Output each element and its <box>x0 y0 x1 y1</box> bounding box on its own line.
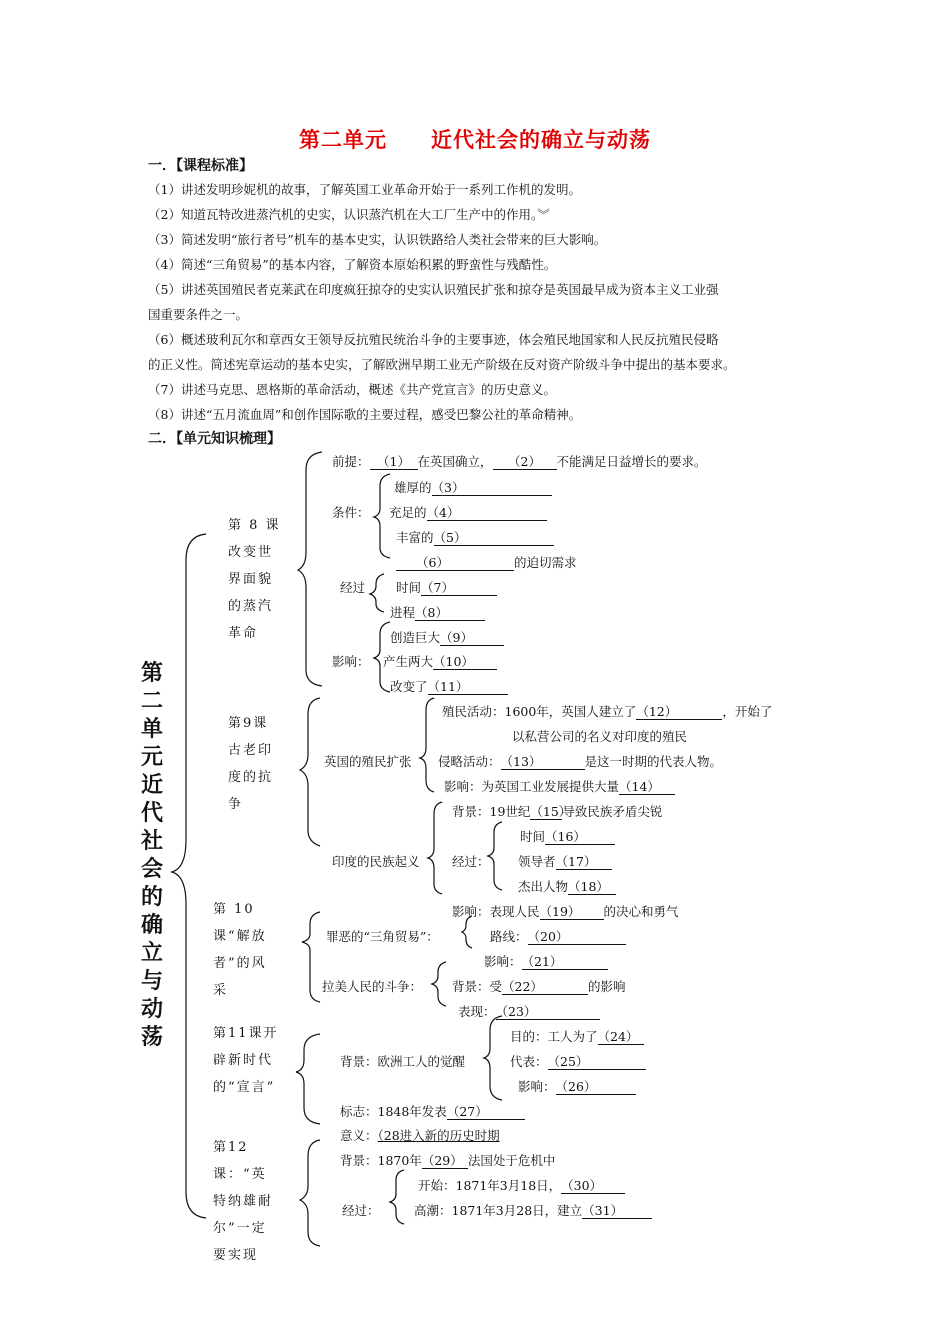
blank-7[interactable]: （7） <box>421 580 497 596</box>
commune-background <box>340 1151 555 1169</box>
blank-23[interactable]: （23） <box>496 1004 600 1020</box>
manifesto-meaning-text: 意义： <box>340 1128 378 1143</box>
commune-bg-text: 背景：1870年 <box>340 1153 422 1168</box>
manifesto-mark-text: 标志：1848年发表 <box>340 1104 447 1119</box>
blank-18[interactable]: （18） <box>568 879 616 895</box>
standard-item: （3）简述发明“旅行者号”机车的基本史实，认识铁路给人类社会带来的巨大影响。 <box>148 232 607 247</box>
blank-16[interactable]: （16） <box>545 829 615 845</box>
lesson-9-label: 第9课古老印度的抗争 <box>228 716 274 812</box>
influence-2-text: 产生两大 <box>383 654 434 669</box>
influence-2 <box>383 652 497 670</box>
colonial-expansion-label: 英国的殖民扩张 <box>324 754 412 769</box>
blank-9[interactable]: （9） <box>440 630 504 646</box>
blank-28[interactable]: （28 <box>377 1128 400 1143</box>
condition-4 <box>396 553 577 571</box>
colonial-activity <box>442 702 772 720</box>
latin-bg-suffix: 的影响 <box>588 979 626 994</box>
uprising-process-label: 经过： <box>452 854 490 869</box>
process-label: 经过 <box>340 580 366 595</box>
influence-1 <box>390 628 504 646</box>
blank-30[interactable]: （30） <box>561 1178 625 1194</box>
blank-21[interactable]: （21） <box>522 954 608 970</box>
premise-prefix: 前提： <box>332 454 370 469</box>
condition-1 <box>394 478 552 496</box>
premise-suffix: 不能满足日益增长的要求。 <box>556 454 707 469</box>
influence-1-text: 创造巨大 <box>390 630 441 645</box>
blank-29[interactable]: （29） <box>422 1153 468 1169</box>
lesson-10-label: 第 10 课“解放者”的风采 <box>213 902 267 998</box>
uprising-effect <box>452 902 679 920</box>
latin-background <box>452 977 626 995</box>
blank-10[interactable]: （10） <box>433 654 497 670</box>
workers-representative <box>510 1052 646 1070</box>
blank-22[interactable]: （22） <box>502 979 588 995</box>
blank-8[interactable]: （8） <box>415 605 485 621</box>
workers-inf-text: 影响： <box>518 1079 556 1094</box>
workers-influence <box>518 1077 636 1095</box>
blank-26[interactable]: （26） <box>556 1079 636 1095</box>
process-steps <box>390 603 485 621</box>
expansion-effect <box>444 777 675 795</box>
uprising-effect-suffix: 的决心和勇气 <box>603 904 679 919</box>
aggression-suffix: 是这一时期的代表人物。 <box>584 754 723 769</box>
section-heading-knowledge: 二．【单元知识梳理】 <box>148 431 281 447</box>
standard-item: （1）讲述发明珍妮机的故事，了解英国工业革命开始于一系列工作机的发明。 <box>148 182 581 197</box>
uprising-bg-text: 背景：19世纪 <box>452 804 531 819</box>
standard-item: （8）讲述“五月流血周”和创作国际歌的主要过程，感受巴黎公社的革命精神。 <box>148 407 582 422</box>
process-time <box>396 578 497 596</box>
standard-item: （6）概述玻利瓦尔和章西女王领导反抗殖民统治斗争的主要事迹，体会殖民地国家和人民反抗殖民侵略 <box>148 332 719 347</box>
commune-start-text: 开始：1871年3月18日， <box>418 1178 562 1193</box>
uprising-leader <box>518 852 612 870</box>
process-steps-text: 进程 <box>390 605 416 620</box>
triangle-influence <box>484 952 608 970</box>
uprising-time <box>520 827 615 845</box>
blank-11[interactable]: （11） <box>428 679 508 695</box>
colonial-activity-cont: 以私营公司的名义对印度的殖民 <box>512 729 688 744</box>
commune-climax-text: 高潮：1871年3月28日，建立 <box>414 1203 583 1218</box>
conditions-label: 条件： <box>332 505 370 520</box>
aggression-text: 侵略活动： <box>438 754 501 769</box>
latin-struggle-label: 拉美人民的斗争： <box>322 979 423 994</box>
uprising-background <box>452 802 662 820</box>
blank-25[interactable]: （25） <box>548 1054 646 1070</box>
condition-2 <box>389 503 547 521</box>
latin-performance <box>458 1002 600 1020</box>
triangle-trade-label: 罪恶的“三角贸易”： <box>326 929 439 944</box>
lesson-8-label: 第 8 课改变世界面貌的蒸汽革命 <box>228 518 281 641</box>
blank-3[interactable]: （3） <box>432 480 552 496</box>
manifesto-meaning <box>340 1126 500 1144</box>
condition-3-text: 丰富的 <box>396 530 434 545</box>
colonial-activity-text: 殖民活动：1600年，英国人建立了 <box>442 704 637 719</box>
premise-line <box>332 452 707 470</box>
workers-rep-text: 代表： <box>510 1054 548 1069</box>
commune-bg-suffix: 法国处于危机中 <box>467 1153 556 1168</box>
commune-climax <box>414 1201 652 1219</box>
blank-24[interactable]: （24） <box>598 1029 644 1045</box>
aggression-activity <box>438 752 722 770</box>
standard-item: 国重要条件之一。 <box>148 307 249 322</box>
uprising-bg-suffix: 导致民族矛盾尖锐 <box>562 804 663 819</box>
workers-goal <box>510 1027 644 1045</box>
process-time-text: 时间 <box>396 580 422 595</box>
uprising-hero <box>518 877 616 895</box>
blank-13[interactable]: （13） <box>501 754 585 770</box>
blank-6[interactable]: （6） <box>396 555 514 571</box>
uprising-leader-text: 领导者 <box>518 854 556 869</box>
section-heading-standards: 一．【课程标准】 <box>148 158 253 174</box>
uprising-hero-text: 杰出人物 <box>518 879 569 894</box>
standard-item: （5）讲述英国殖民者克莱武在印度疯狂掠夺的史实认识殖民扩张和掠夺是英国最早成为资本主义工业强 <box>148 282 719 297</box>
blank-2[interactable]: （2） <box>493 454 557 470</box>
standard-item: （2）知道瓦特改进蒸汽机的史实，认识蒸汽机在大工厂生产中的作用。︾ <box>148 207 550 222</box>
page-title: 第二单元 近代社会的确立与动荡 <box>299 128 651 152</box>
workers-goal-text: 目的：工人为了 <box>510 1029 598 1044</box>
influence-3-text: 改变了 <box>390 679 428 694</box>
premise-text: 在英国确立， <box>417 454 493 469</box>
manifesto-meaning-suffix: 进入新的历史时期 <box>399 1128 500 1143</box>
blank-5[interactable]: （5） <box>434 530 554 546</box>
standard-item: 的正义性。简述宪章运动的基本史实，了解欧洲早期工业无产阶级在反对资产阶级斗争中提出的基本要求。 <box>148 357 736 372</box>
condition-4-text: 的迫切需求 <box>514 555 577 570</box>
triangle-route-text: 路线： <box>490 929 528 944</box>
condition-1-text: 雄厚的 <box>394 480 432 495</box>
uprising-label: 印度的民族起义 <box>332 854 420 869</box>
blank-31[interactable]: （31） <box>582 1203 652 1219</box>
triangle-influence-text: 影响： <box>484 954 522 969</box>
commune-start <box>418 1176 625 1194</box>
blank-12[interactable]: （12） <box>636 704 722 720</box>
unit-side-label: 第二单元 近代社会的确立与动荡 <box>140 661 186 1050</box>
latin-performance-text: 表现： <box>458 1004 496 1019</box>
influence-3 <box>390 677 508 695</box>
standard-item: （4）简述“三角贸易”的基本内容，了解资本原始积累的野蛮性与残酷性。 <box>148 257 557 272</box>
commune-process-label: 经过： <box>342 1203 380 1218</box>
uprising-effect-text: 影响：表现人民 <box>452 904 540 919</box>
condition-2-text: 充足的 <box>389 505 427 520</box>
blank-4[interactable]: （4） <box>427 505 547 521</box>
latin-bg-text: 背景：受 <box>452 979 503 994</box>
manifesto-mark <box>340 1102 525 1120</box>
blank-17[interactable]: （17） <box>556 854 612 870</box>
awakening-background: 背景：欧洲工人的觉醒 <box>340 1054 466 1069</box>
lesson-12-label: 第12课：“英特纳雄耐尔”一定要实现 <box>213 1140 274 1263</box>
blank-15[interactable]: （15） <box>530 804 572 819</box>
triangle-route <box>490 927 626 945</box>
blank-19[interactable]: （19） <box>540 904 604 920</box>
colonial-activity-suffix: ，开始了 <box>722 704 773 719</box>
lesson-11-label: 第11课开辟新时代的“宣言” <box>213 1026 279 1095</box>
influence-label: 影响： <box>332 654 370 669</box>
uprising-time-text: 时间 <box>520 829 546 844</box>
blank-14[interactable]: （14） <box>619 779 675 795</box>
blank-27[interactable]: （27） <box>447 1104 525 1120</box>
blank-1[interactable]: （1） <box>370 454 418 470</box>
blank-20[interactable]: （20） <box>528 929 626 945</box>
standard-item: （7）讲述马克思、恩格斯的革命活动，概述《共产党宣言》的历史意义。 <box>148 382 556 397</box>
condition-3 <box>396 528 554 546</box>
expansion-effect-text: 影响：为英国工业发展提供大量 <box>444 779 620 794</box>
